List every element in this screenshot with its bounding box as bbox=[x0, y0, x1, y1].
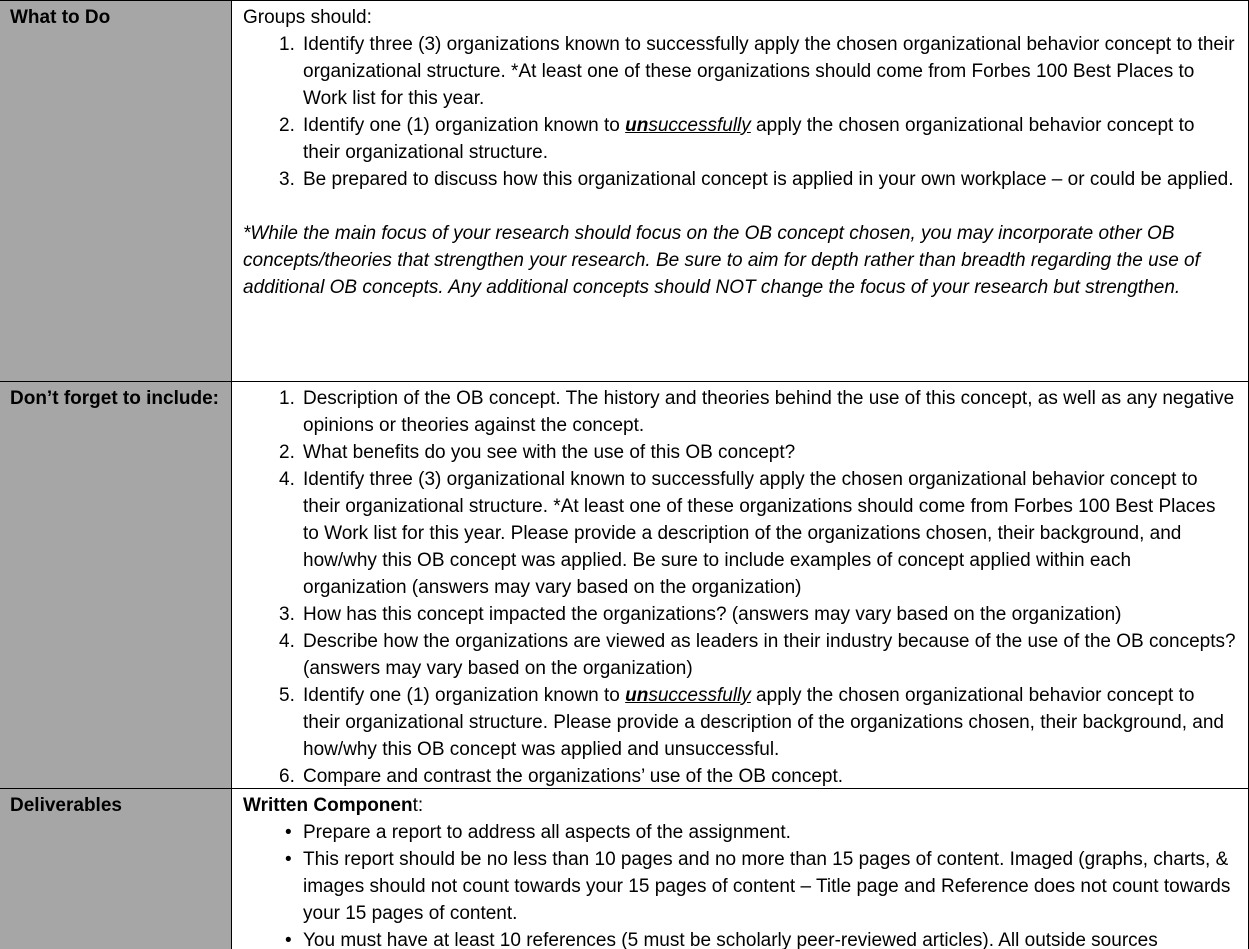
list-number: 4. bbox=[279, 469, 295, 490]
list-item-text: apply the chosen organizational behavior concept to their organizational structure. Please provide a description of the organizations chosen, their background, and how/why this OB concept was applied and unsuccessful. bbox=[303, 685, 1224, 760]
row-content-what-to-do bbox=[231, 1, 1249, 382]
list-item bbox=[243, 628, 1236, 682]
list-number: 2. bbox=[279, 442, 295, 463]
list-item-text: Identify three (3) organizations known to successfully apply the chosen organizational behavior concept to their organizational structure. *At least one of these organizations should come from Forbes 100 Best Places to Work list for this year. bbox=[303, 34, 1235, 109]
list-item-text: How has this concept impacted the organizations? (answers may vary based on the organization) bbox=[303, 604, 1122, 625]
heading-bold-text: Written Componen bbox=[243, 795, 413, 816]
list-item bbox=[243, 466, 1236, 601]
what-to-do-list bbox=[243, 31, 1236, 193]
written-component-heading bbox=[243, 792, 1236, 819]
list-number: 1. bbox=[279, 34, 295, 55]
list-item bbox=[243, 819, 1236, 846]
list-item bbox=[243, 385, 1236, 439]
row-content-deliverables bbox=[231, 789, 1249, 949]
list-item bbox=[243, 439, 1236, 466]
deliverables-list bbox=[243, 819, 1236, 949]
list-item-text: Identify three (3) organizational known to successfully apply the chosen organizational behavior concept to their organizational structure. *At least one of these organizations should come from Forbes 100 Best Places to Work list for this year. Please provide a description of the organizations chosen, their background, and how/why this OB concept was applied. Be sure to include examples of concept applied within each organization (answers may vary based on the organization) bbox=[303, 469, 1216, 598]
list-item-text: Description of the OB concept. The history and theories behind the use of this concept, as well as any negative opinions or theories against the concept. bbox=[303, 388, 1235, 436]
row-label-what-to-do bbox=[0, 1, 232, 382]
list-item-text: Be prepared to discuss how this organizational concept is applied in your own workplace – or could be applied. bbox=[303, 169, 1234, 190]
bullet-icon: • bbox=[285, 849, 292, 870]
list-item-text: Identify one (1) organization known to bbox=[303, 685, 626, 706]
row-content-dont-forget bbox=[231, 382, 1249, 789]
list-item-text: This report should be no less than 10 pages and no more than 15 pages of content. Imaged (graphs, charts, & images should not count towards your 15 pages of content – Title page and Reference does not count towards your 15 pages of content. bbox=[303, 849, 1231, 924]
bullet-icon: • bbox=[285, 822, 292, 843]
list-number: 3. bbox=[279, 169, 295, 190]
row-label-text: What to Do bbox=[10, 7, 111, 28]
list-number: 6. bbox=[279, 766, 295, 787]
list-item-text: Compare and contrast the organizations’ use of the OB concept. bbox=[303, 766, 844, 787]
list-item bbox=[243, 601, 1236, 628]
row-label-text: Don’t forget to include: bbox=[10, 388, 219, 409]
row-label-deliverables bbox=[0, 789, 232, 949]
groups-intro: Groups should: bbox=[243, 7, 372, 28]
list-number: 5. bbox=[279, 685, 295, 706]
list-item-text: What benefits do you see with the use of this OB concept? bbox=[303, 442, 796, 463]
list-item bbox=[243, 682, 1236, 763]
heading-rest-text: t: bbox=[412, 795, 424, 816]
bullet-icon: • bbox=[285, 930, 292, 949]
list-item-text: You must have at least 10 references (5 must be scholarly peer-reviewed articles). All outside sources bbox=[303, 930, 1158, 949]
list-number: 4. bbox=[279, 631, 295, 652]
list-item bbox=[243, 927, 1236, 949]
emphasis-successfully: successfully bbox=[648, 115, 751, 136]
list-number: 2. bbox=[279, 115, 295, 136]
include-list bbox=[243, 385, 1236, 790]
list-item bbox=[243, 763, 1236, 790]
list-item bbox=[243, 846, 1236, 927]
list-number: 3. bbox=[279, 604, 295, 625]
list-item-text: apply the chosen organizational behavior concept to their organizational structure. bbox=[303, 115, 1195, 163]
list-item bbox=[243, 166, 1236, 193]
list-item-text: Describe how the organizations are viewed as leaders in their industry because of the use of the OB concepts? (answers may vary based on the organization) bbox=[303, 631, 1236, 679]
list-number: 1. bbox=[279, 388, 295, 409]
list-item-text: Identify one (1) organization known to bbox=[303, 115, 626, 136]
list-item bbox=[243, 31, 1236, 112]
list-item-text: Prepare a report to address all aspects of the assignment. bbox=[303, 822, 791, 843]
emphasis-un: un bbox=[625, 685, 649, 706]
list-item bbox=[243, 112, 1236, 166]
emphasis-un: un bbox=[625, 115, 649, 136]
research-note: *While the main focus of your research should focus on the OB concept chosen, you may incorporate other OB concepts/theories that strengthen your research. Be sure to aim for depth rather than breadth regarding the use of additional OB concepts. Any additional concepts should NOT change the focus of your research but strengthen. bbox=[243, 223, 1200, 298]
row-label-text: Deliverables bbox=[10, 795, 122, 816]
emphasis-successfully: successfully bbox=[648, 685, 751, 706]
row-label-dont-forget bbox=[0, 382, 232, 789]
